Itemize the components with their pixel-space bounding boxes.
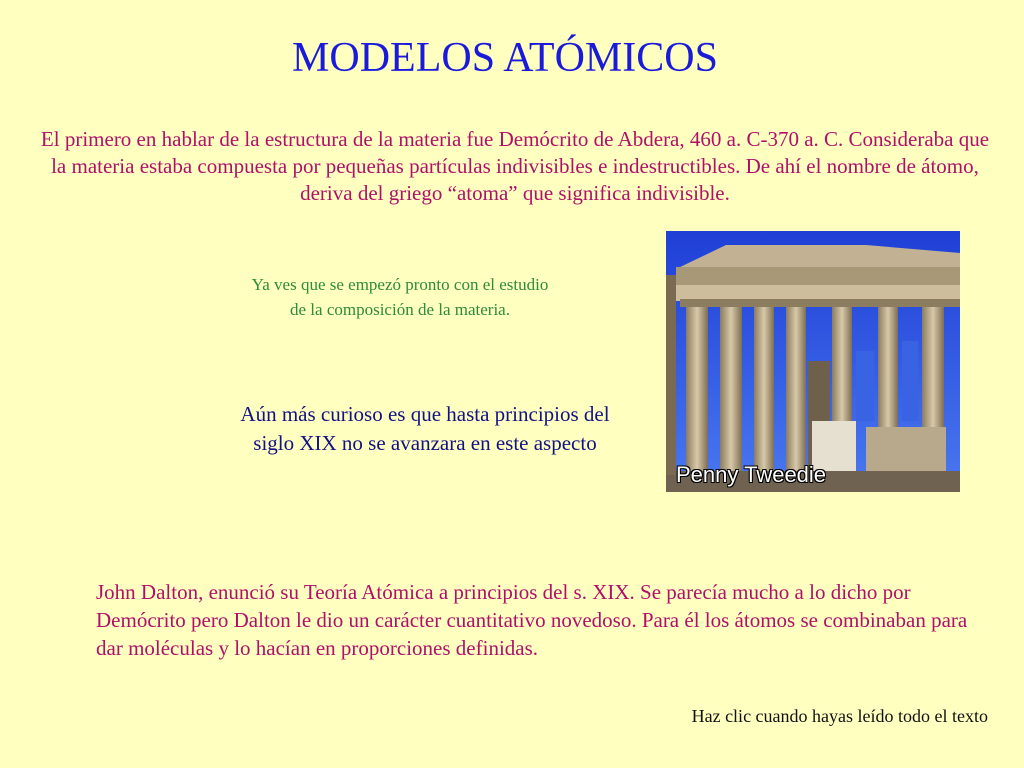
blue-note-line-1: Aún más curioso es que hasta principios del — [240, 402, 610, 426]
parthenon-photo — [666, 231, 960, 492]
blue-note — [200, 400, 650, 458]
green-note-line-1: Ya ves que se empezó pronto con el estudio — [251, 275, 549, 294]
intro-paragraph: El primero en hablar de la estructura de la materia fue Demócrito de Abdera, 460 a. C-370 a. C. Consideraba que la materia estaba compuesta por pequeñas partículas indivisibles e indestructibles. De ahí el nombre de átomo, deriva del griego “atoma” que significa indivisible. — [40, 127, 990, 205]
dalton-paragraph: John Dalton, enunció su Teoría Atómica a principios del s. XIX. Se parecía mucho a lo dicho por Demócrito pero Dalton le dio un carácter cuantitativo novedoso. Para él los átomos se combinaban para dar moléculas y lo hacían en proporciones definidas. — [96, 580, 968, 660]
green-note-line-2: de la composición de la materia. — [290, 300, 510, 319]
photo-credit: Penny Tweedie — [676, 462, 827, 487]
blue-note-line-2: siglo XIX no se avanzara en este aspecto — [253, 431, 597, 455]
green-note — [200, 272, 600, 322]
slide-title: MODELOS ATÓMICOS — [292, 35, 718, 81]
click-instruction[interactable]: Haz clic cuando hayas leído todo el texto — [691, 706, 988, 726]
